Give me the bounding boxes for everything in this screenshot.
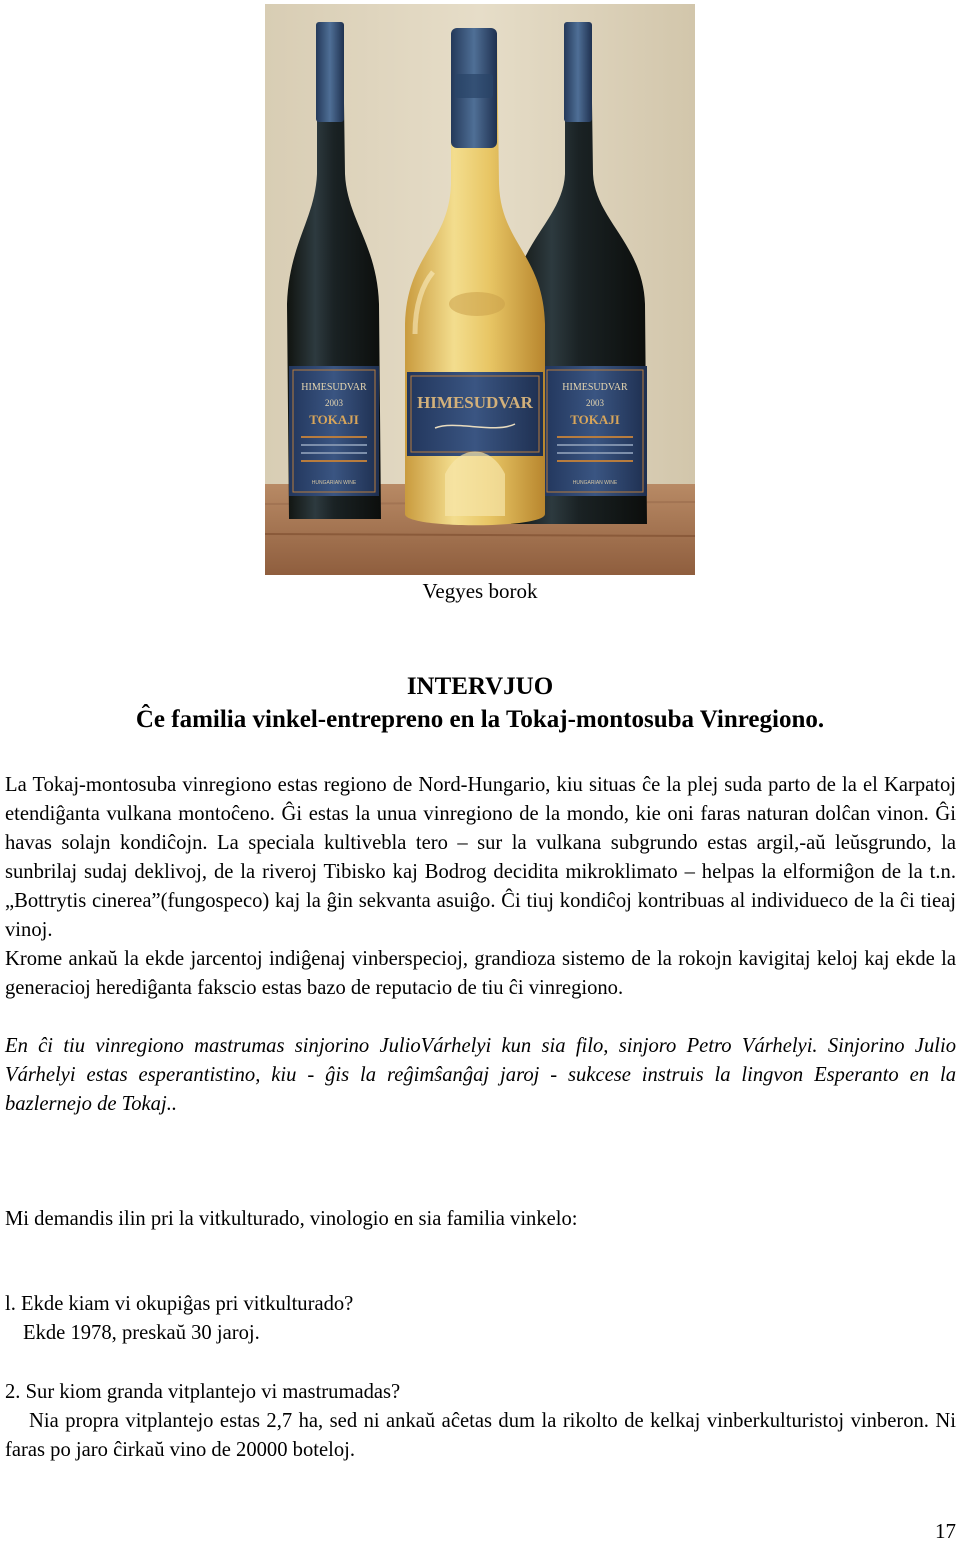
- wine-bottles-photo: [265, 4, 695, 575]
- question-1: l. Ekde kiam vi okupiĝas pri vitkulturado?: [5, 1293, 354, 1315]
- italic-paragraph: En ĉi tiu vinregiono mastrumas sinjorino JulioVárhelyi kun sia filo, sinjoro Petro Várhelyi. Sinjorino Julio Várhelyi estas esperantistino, kiu - ĝis la reĝimŝanĝaj jaroj - sukcese instruis la lingvon Esperanto en la bazlernejo de Tokaj..: [5, 1035, 956, 1115]
- answer-1: Ekde 1978, preskaŭ 30 jaroj.: [23, 1322, 260, 1344]
- page-number: 17: [935, 1519, 956, 1543]
- question-2: 2. Sur kiom granda vitplantejo vi mastrumadas?: [5, 1381, 401, 1403]
- left-bottle-origin: HUNGARIAN WINE: [311, 480, 357, 486]
- heading-title: INTERVJUO: [406, 673, 554, 700]
- paragraph-spacer: [5, 1003, 956, 1032]
- interview-intro: Mi demandis ilin pri la vitkulturado, vinologio en sia familia vinkelo:: [5, 1208, 578, 1230]
- left-bottle-year: 2003: [325, 398, 343, 408]
- article-body: [5, 771, 956, 1119]
- right-bottle-year: 2003: [586, 398, 604, 408]
- right-bottle-brand: HIMESUDVAR: [562, 382, 628, 393]
- body-paragraph-1: La Tokaj-montosuba vinregiono estas regiono de Nord-Hungario, kiu situas ĉe la plej suda parto de la el Karpatoj etendiĝanta vulkana montoĉeno. Ĝi estas la unua vinregiono de la mondo, kie oni faras naturan dolĉan vinon. Ĝi havas solajn kondiĉojn. La speciala kultivebla tero – sur la vulkana subgrundo estas argil,-aŭ leŭsgrundo, la sunbrilaj sudaj deklivoj, de la riveroj Tibisko kaj Bodrog decidita mikroklimato – helpas la elformiĝon de la t.n. „Bottrytis cinerea”(fungospeco) kaj la ĝin sekvanta asuiĝo. Ĉi tiuj kondiĉoj kontribuas al individueco de la ĉi tieaj vinoj.: [5, 774, 956, 941]
- wine-bottles-illustration: [265, 4, 695, 575]
- heading-subtitle: Ĉe familia vinkel-entrepreno en la Tokaj-montosuba Vinregiono.: [135, 706, 825, 733]
- qa-item-1: [5, 1290, 956, 1348]
- left-bottle-wine: TOKAJI: [309, 412, 359, 427]
- right-bottle-origin: HUNGARIAN WINE: [572, 480, 618, 486]
- left-bottle-brand: HIMESUDVAR: [301, 382, 367, 393]
- article-heading: [0, 670, 960, 736]
- answer-2: Nia propra vitplantejo estas 2,7 ha, sed ni ankaŭ aĉetas dum la rikolto de kelkaj vinberkulturistoj vinberon. Ni faras po jaro ĉirkaŭ vino de 20000 boteloj.: [5, 1410, 956, 1461]
- photo-caption: Vegyes borok: [422, 579, 538, 603]
- body-paragraph-2: Krome ankaŭ la ekde jarcentoj indiĝenaj vinberspecioj, grandioza sistemo de la rokojn kavigitaj keloj kaj ekde la generacioj herediĝanta fakscio estas bazo de reputacio de tiu ĉi vinregiono.: [5, 948, 956, 999]
- qa-item-2: [5, 1378, 956, 1465]
- center-bottle-brand: HIMESUDVAR: [417, 393, 533, 412]
- right-bottle-wine: TOKAJI: [570, 412, 620, 427]
